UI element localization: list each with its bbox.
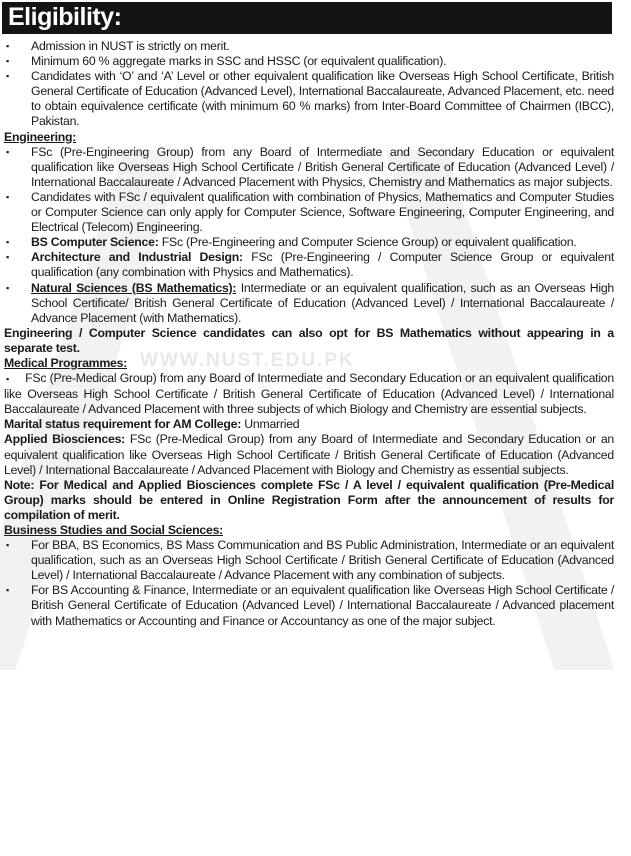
medical-item: ▪ FSc (Pre-Medical Group) from any Board of Intermediate and Secondary Education or an equivalent qualification like Overseas High School Certificate / British General Certificate of Education (Advanced Level) / International Baccalaureate / Advanced Placement with three subjects of which Biology and Chemistry are essential subjects. <box>4 371 614 417</box>
bullet-icon: ▪ <box>6 252 9 263</box>
list-item: ▪ Natural Sciences (BS Mathematics): Intermediate or an equivalent qualification, such as an Overseas High School Certificate/ British General Certificate of Education (Advanced Level) / International Baccalaureate / Advance Placement (with Mathematics). <box>6 280 614 325</box>
eligibility-content <box>4 39 614 629</box>
bullet-icon: ▪ <box>6 146 9 157</box>
page-title: Eligibility: <box>8 3 122 31</box>
bullet-icon: ▪ <box>6 585 9 596</box>
bullet-icon: ▪ <box>6 374 10 385</box>
list-item: ▪ Admission in NUST is strictly on merit. <box>6 39 230 53</box>
medical-heading: Medical Programmes: <box>4 355 128 370</box>
ns-label: Natural Sciences (BS Mathematics): <box>31 280 237 295</box>
bullet-icon: ▪ <box>6 191 9 202</box>
cs-label: BS Computer Science: <box>31 235 159 250</box>
list-item: ▪ Candidates with FSc / equivalent qualification with combination of Physics, Mathematics and Computer Studies or Computer Science can only apply for Computer Science, Software Engineering, Computer Engineering, and Electrical (Telecom) Engineering. <box>6 189 614 235</box>
list-item: ▪ BS Computer Science: FSc (Pre-Engineering and Computer Science Group) or equivalent qualification. <box>6 235 577 250</box>
bio-label: Applied Biosciences: <box>4 432 126 447</box>
list-item: ▪ For BBA, BS Economics, BS Mass Communication and BS Public Administration, Intermediate or an equivalent qualification, such as an Overseas High School Certificate / British General Certificate of Education (Advanced Level) / International Baccalaureate / Advance Placement with any combination of subjects. <box>6 538 614 583</box>
arch-label: Architecture and Industrial Design: <box>31 250 243 265</box>
bullet-icon: ▪ <box>6 56 9 67</box>
bullet-icon: ▪ <box>6 237 9 248</box>
marital-label: Marital status requirement for AM College: <box>4 417 242 432</box>
bullet-icon: ▪ <box>6 71 9 82</box>
bullet-icon: ▪ <box>6 282 9 293</box>
engineering-heading: Engineering: <box>4 129 77 144</box>
list-item: ▪ Minimum 60 % aggregate marks in SSC and HSSC (or equivalent qualification). <box>6 54 447 69</box>
marital-status: Marital status requirement for AM College: Unmarried <box>4 417 300 432</box>
eligibility-header <box>2 2 612 34</box>
list-item: ▪ FSc (Pre-Engineering Group) from any Board of Intermediate and Secondary Education or equivalent qualification like Overseas High School Certificate / British General Certificate of Education (Advanced Level) / International Baccalaureate / Advanced Placement with Physics, Chemistry and Mathematics as major subjects. <box>6 144 614 189</box>
list-item: ▪ For BS Accounting & Finance, Intermediate or an equivalent qualification like Overseas High School Certificate / British General Certificate of Education (Advanced Level) / International Baccalaureate / Advanced placement with Mathematics or Accounting and Finance or Accountancy as one of the major subject. <box>6 583 614 628</box>
applied-biosciences: Applied Biosciences: FSc (Pre-Medical Group) from any Board of Intermediate and Secondary Education or an equivalent qualification like Overseas High School Certificate / British General Certificate of Education (Advanced Level) / International Baccalaureate / Advanced Placement with Biology and Chemistry as essential subjects. <box>4 432 614 477</box>
bullet-icon: ▪ <box>6 41 9 51</box>
watermark-text: WWW.NUST.EDU.PK <box>140 350 355 371</box>
list-item: ▪ Candidates with ‘O’ and ‘A’ Level or other equivalent qualification like Overseas High School Certificate, British General Certificate of Education (Advanced Level), International Baccalaureate, Advanced Placement, etc. need to obtain equivalence certificate (with minimum 60 % marks) from Inter-Board Committee of Chairmen (IBCC), Pakistan. <box>6 69 614 129</box>
list-item: ▪ Architecture and Industrial Design: FSc (Pre-Engineering / Computer Science Group or equivalent qualification (any combination with Physics and Mathematics). <box>6 250 614 280</box>
business-heading: Business Studies and Social Sciences: <box>4 523 224 537</box>
medical-note: Note: For Medical and Applied Biosciences complete FSc / A level / equivalent qualification (Pre-Medical Group) marks should be entered in Online Registration Form after the announcement of results for compilation of merit. <box>4 477 614 522</box>
engineering-note: Engineering / Computer Science candidates can also opt for BS Mathematics without appearing in a separate test. <box>4 325 614 355</box>
bullet-icon: ▪ <box>6 540 9 551</box>
